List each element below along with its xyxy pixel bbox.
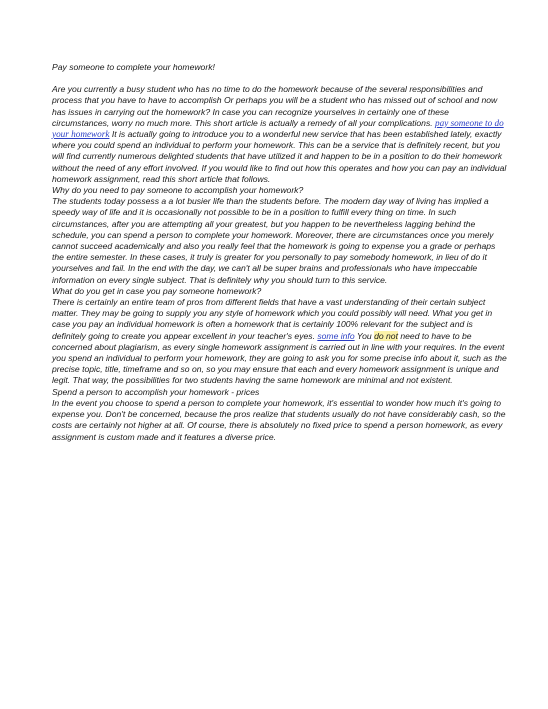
pay-someone-link[interactable]: pay someone to do your homework <box>52 117 504 140</box>
intro-text-a: Are you currently a busy student who has no time to do the homework because of the several responsibilities and process that you have to have to accomplish Or perhaps you will be a student who has missed out of school and now has issues in carrying out the homework? In case you can recognize yourselves in certainly one of these circumstances, worry no much more. This short article is actually a remedy of all your complications. <box>52 84 498 128</box>
intro-paragraph <box>52 84 508 185</box>
some-info-link[interactable]: some info <box>317 330 355 341</box>
section-heading-what: What do you get in case you pay someone homework? <box>52 285 262 296</box>
prices-paragraph: In the event you choose to spend a person to complete your homework, it's essential to wonder how much it's going to expense you. Don't be concerned, because the pros realize that students usually do not have considerably cash, so the costs are certainly not higher at all. Of course, there is absolutely no fixed price to spend a person homework, as every assignment is custom made and it features a diverse price. <box>52 397 506 442</box>
what-paragraph <box>52 297 508 387</box>
section-heading-prices: Spend a person to accomplish your homework - prices <box>52 386 260 397</box>
what-text-a: There is certainly an entire team of pros from different fields that have a vast understanding of their certain subject matter. They may be going to supply you any style of homework which you could possibly will need. What you get in case you pay an individual homework is often a homework that is certainly 100% relevant for the subject and is definitely going to create you appear excellent in your teacher's eyes. <box>52 297 493 341</box>
intro-text-b: It is actually going to introduce you to a wonderful new service that has been established lately, exactly where you could spend an individual to perform your homework. This can be a service that is definitely recent, but you will find currently numerous delighted students that have utilized it and happen to be in a position to do their homework without the need of any effort involved. If you would like to find out how this operates and how you can pay an individual homework assignment, read this short article that follows. <box>52 129 507 184</box>
section-heading-why: Why do you need to pay someone to accomplish your homework? <box>52 185 304 196</box>
highlighted-text: do not <box>374 330 398 341</box>
why-paragraph: The students today possess a a lot busier life than the students before. The modern day way of living has implied a speedy way of life and it is occasionally not possible to be in a position to fulfill every thing on time. In such circumstances, after you are attempting all your greatest, but you happen to be nevertheless lagging behind the schedule, you can spend a person to complete your homework. Moreover, there are circumstances once you merely cannot succeed academically and also you really feel that the homework is going to expense you a grade or perhaps the entire semester. In these cases, it truly is greater for you personally to pay somebody homework, in lieu of do it yourselves and fail. In the end with the day, we can't all be super brains and professionals who have impeccable information on every single subject. That is definitely why you should turn to this service. <box>52 196 496 285</box>
what-text-b-pre: You <box>356 330 372 341</box>
document-title: Pay someone to complete your homework! <box>52 62 215 72</box>
what-text-b-post: need to have to be concerned about plagiarism, as every single homework assignment is carried out in line with your requires. In the event you spend an individual to perform your homework, they are going to ask you for some precise info about it, such as the precise topic, title, timeframe and so on, so you may ensure that each and every homework assignment is unique and legit. That way, the possibilities for two students having the same homework are minimal and not existent. <box>52 330 507 386</box>
